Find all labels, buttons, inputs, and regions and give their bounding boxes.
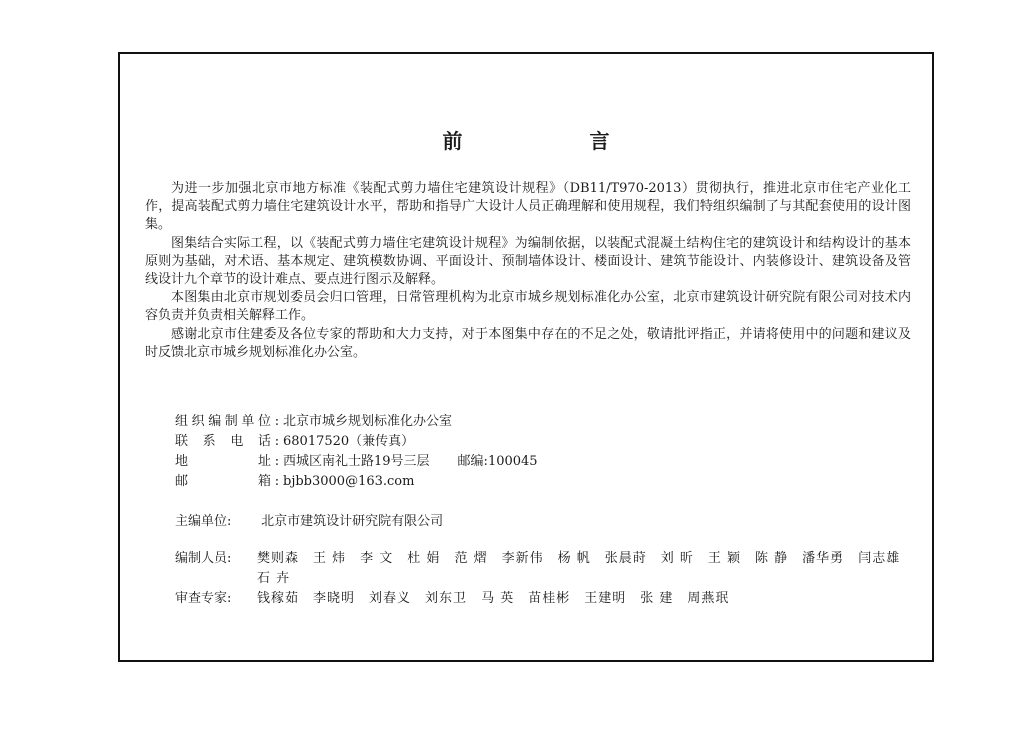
reviewer-name: 李晓明 [313, 591, 356, 606]
compiler-name: 李新伟 [501, 551, 544, 566]
email-row: 邮箱 : bjbb3000@163.com [175, 472, 538, 492]
preface-paragraph-2: 图集结合实际工程，以《装配式剪力墙住宅建筑设计规程》为编制依据，以装配式混凝土结构住宅的建筑设计和结构设计的基本原则为基础，对术语、基本规定、建筑模数协调、平面设计、预制墙体设计、楼面设计、建筑节能设计、内装修设计、建筑设备及管线设计九个章节的设计难点、要点进行图示及解释。 [145, 235, 911, 288]
compiler-name: 王 炜 [313, 551, 347, 566]
email-value: bjbb3000@163.com [283, 474, 415, 489]
compiler-name: 刘 昕 [660, 551, 694, 566]
org-value: 北京市城乡规划标准化办公室 [283, 414, 453, 429]
compiler-name: 范 熠 [454, 551, 488, 566]
preface-paragraph-3: 本图集由北京市规划委员会归口管理，日常管理机构为北京市城乡规划标准化办公室，北京市建筑设计研究院有限公司对技术内容负责并负责相关解释工作。 [145, 290, 911, 324]
compiler-name: 陈 静 [755, 551, 789, 566]
compiler-name: 张晨莳 [604, 551, 647, 566]
compiler-name: 石 卉 [257, 571, 291, 586]
preface-paragraph-4: 感谢北京市住建委及各位专家的帮助和大力支持，对于本图集中存在的不足之处，敬请批评指正，并请将使用中的问题和建议及时反馈北京市城乡规划标准化办公室。 [145, 326, 911, 360]
email-label: 邮箱 [175, 474, 271, 489]
compilers-names [257, 549, 917, 589]
compiler-name: 樊则森 [257, 551, 300, 566]
compiler-name: 杜 娟 [407, 551, 441, 566]
editor-value: 北京市建筑设计研究院有限公司 [261, 514, 444, 529]
phone-value: 68017520（兼传真） [283, 434, 415, 449]
reviewer-name: 张 建 [640, 591, 674, 606]
phone-label: 联系电话 [175, 434, 271, 449]
reviewer-name: 钱稼茹 [257, 591, 300, 606]
compiler-name: 杨 帆 [557, 551, 591, 566]
reviewer-name: 苗桂彬 [528, 591, 571, 606]
reviewers-names [257, 589, 917, 609]
reviewer-name: 刘东卫 [425, 591, 468, 606]
org-label: 组织编制单位 [175, 414, 271, 429]
page-title: 前 言 [442, 129, 670, 153]
reviewer-name: 周燕珉 [687, 591, 730, 606]
postcode-label: 邮编: [457, 454, 488, 469]
compiler-name: 王 颖 [707, 551, 742, 566]
preface-paragraph-1: 为进一步加强北京市地方标准《装配式剪力墙住宅建筑设计规程》（DB11/T970-2013）贯彻执行，推进北京市住宅产业化工作，提高装配式剪力墙住宅建筑设计水平，帮助和指导广大设计人员正确理解和使用规程，我们特组织编制了与其配套使用的设计图集。 [145, 181, 911, 233]
address-value: 西城区南礼士路19号三层 [283, 454, 430, 469]
compilers-label: 编制人员: [175, 551, 232, 566]
compiler-name: 李 文 [360, 551, 394, 566]
address-label: 地址 [175, 454, 271, 469]
compiler-name: 闫志雄 [858, 551, 901, 566]
phone-row: 联系电话 : 68017520（兼传真） [175, 432, 538, 452]
reviewers-label: 审查专家: [175, 591, 232, 606]
postcode-value: 100045 [487, 454, 538, 469]
reviewer-name: 王建明 [584, 591, 627, 606]
preface-body [145, 180, 911, 362]
contact-info [175, 412, 538, 492]
address-row: 地址 : 西城区南礼士路19号三层 邮编: 100045 [175, 452, 538, 472]
staff-list [175, 549, 917, 609]
compilers-row [175, 549, 917, 589]
chief-editor-unit [175, 512, 443, 532]
reviewer-name: 马 英 [481, 591, 515, 606]
reviewers-row [175, 589, 917, 609]
reviewer-name: 刘春义 [369, 591, 412, 606]
compiler-name: 潘华勇 [802, 551, 845, 566]
org-row: 组织编制单位 : 北京市城乡规划标准化办公室 [175, 412, 538, 432]
editor-label: 主编单位: [175, 514, 232, 529]
